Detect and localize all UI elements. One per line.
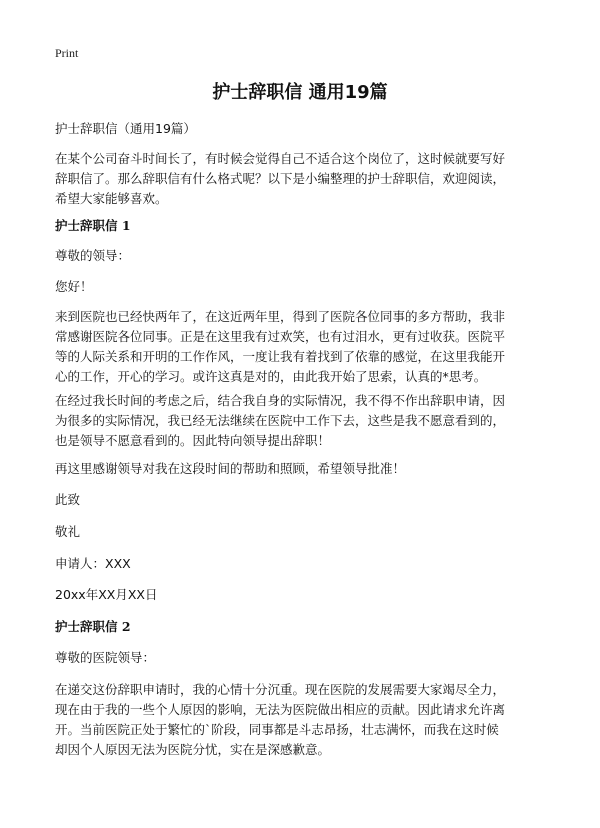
letter1-date: 20xx年XX月XX日 bbox=[55, 587, 158, 602]
text-line: 却因个人原因无法为医院分忧，实在是深感歉意。 bbox=[55, 742, 331, 757]
text-line: 等的人际关系和开明的工作作风，一度让我有着找到了依靠的感觉，在这里我能开 bbox=[55, 349, 506, 364]
text-line: 常感谢医院各位同事。正是在这里我有过欢笑，也有过泪水，更有过收获。医院平 bbox=[55, 329, 506, 344]
print-link[interactable]: Print bbox=[55, 46, 79, 60]
text-line: 在经过我长时间的考虑之后，结合我自身的实际情况，我不得不作出辞职申请，因 bbox=[55, 393, 506, 408]
letter1-closing-2: 敬礼 bbox=[55, 524, 81, 539]
text-line: 来到医院也已经快两年了，在这近两年里，得到了医院各位同事的多方帮助，我非 bbox=[55, 309, 506, 324]
document-title: 护士辞职信 通用19篇 bbox=[212, 82, 388, 103]
letter2-paragraph-1 bbox=[55, 680, 555, 760]
letter2-salutation: 尊敬的医院领导： bbox=[55, 650, 156, 665]
letter1-salutation: 尊敬的领导： bbox=[55, 248, 131, 263]
text-line: 为很多的实际情况，我已经无法继续在医院中工作下去，这些是我不愿意看到的， bbox=[55, 413, 506, 428]
letter1-closing-1: 此致 bbox=[55, 492, 81, 507]
letter1-greeting: 您好！ bbox=[55, 279, 93, 294]
text-line: 辞职信了。那么辞职信有什么格式呢？以下是小编整理的护士辞职信，欢迎阅读， bbox=[55, 171, 506, 186]
text-line: 心的工作，开心的学习。或许这真是对的，由此我开始了思索，认真的*思考。 bbox=[55, 369, 487, 384]
text-line: 在某个公司奋斗时间长了，有时候会觉得自己不适合这个岗位了，这时候就要写好 bbox=[55, 151, 506, 166]
text-line: 开。当前医院正处于繁忙的`阶段，同事都是斗志昂扬，壮志满怀，而我在这时候 bbox=[55, 722, 499, 737]
letter1-paragraph-3: 再这里感谢领导对我在这段时间的帮助和照顾，希望领导批准！ bbox=[55, 461, 406, 476]
letter1-heading: 护士辞职信 1 bbox=[55, 218, 131, 233]
letter1-paragraph-1 bbox=[55, 307, 555, 387]
text-line: 希望大家能够喜欢。 bbox=[55, 191, 168, 206]
intro-paragraph bbox=[55, 149, 555, 209]
text-line: 也是领导不愿意看到的。因此特向领导提出辞职！ bbox=[55, 433, 331, 448]
text-line: 现在由于我的一些个人原因的影响，无法为医院做出相应的贡献。因此请求允许离 bbox=[55, 702, 506, 717]
letter2-heading: 护士辞职信 2 bbox=[55, 619, 131, 634]
text-line: 在递交这份辞职申请时，我的心情十分沉重。现在医院的发展需要大家竭尽全力， bbox=[55, 682, 506, 697]
letter1-applicant: 申请人：XXX bbox=[55, 556, 131, 571]
subtitle: 护士辞职信（通用19篇） bbox=[55, 121, 196, 136]
letter1-paragraph-2 bbox=[55, 391, 555, 451]
